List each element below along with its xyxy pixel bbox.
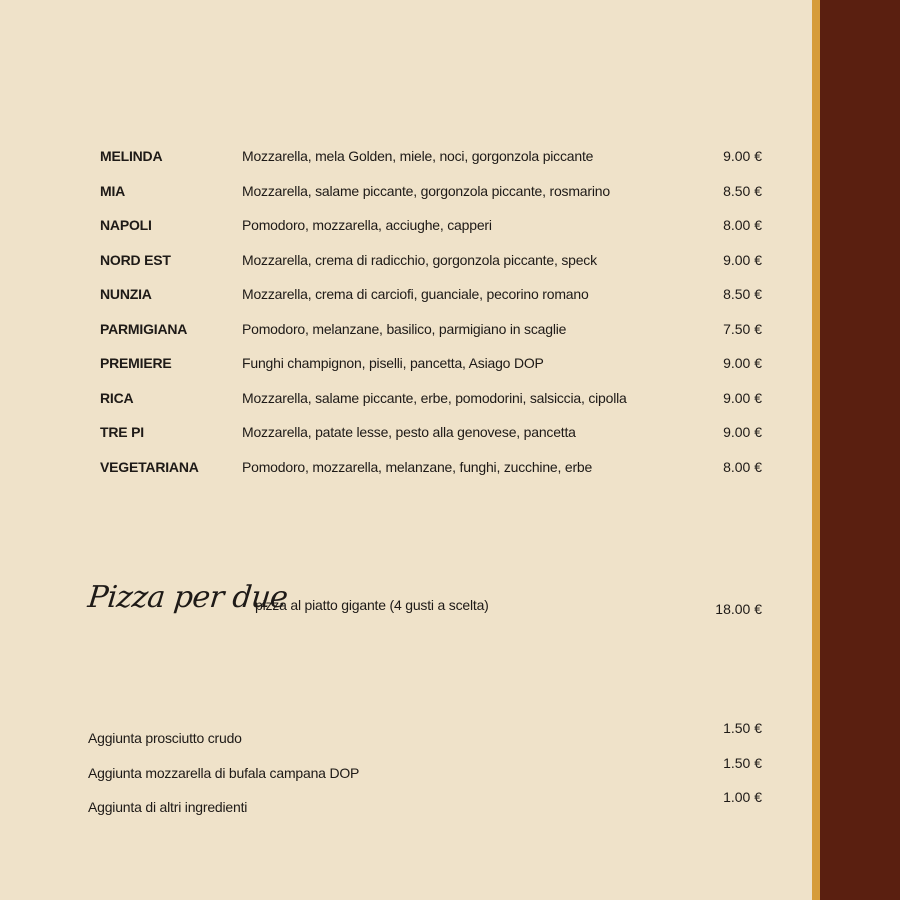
item-name: NORD EST [100,251,171,268]
menu-item [100,181,762,216]
extra-price-bufala: 1.50 € [723,755,762,771]
item-description: Mozzarella, crema di radicchio, gorgonzola piccante, speck [242,251,597,268]
extra-label-prosciutto: Aggiunta prosciutto crudo [88,730,242,746]
pizza-list [100,146,762,491]
item-price: 8.00 € [723,217,762,233]
item-price: 9.00 € [723,355,762,371]
special-title: Pizza per due [86,580,290,615]
item-name: NAPOLI [100,217,152,233]
menu-item [100,422,762,457]
item-price: 8.00 € [723,458,762,475]
menu-item [100,250,762,285]
extras-section [88,720,762,830]
extra-price-altri: 1.00 € [723,789,762,805]
extra-price-prosciutto: 1.50 € [723,720,762,736]
item-description: Mozzarella, crema di carciofi, guanciale, pecorino romano [242,286,589,302]
item-price: 9.00 € [723,148,762,164]
item-name: MELINDA [100,148,163,164]
item-description: Pomodoro, mozzarella, acciughe, capperi [242,217,492,233]
menu-item [100,284,762,319]
menu-item [100,146,762,181]
item-price: 9.00 € [723,251,762,268]
special-description: pizza al piatto gigante (4 gusti a scelta) [255,597,489,613]
special-price: 18.00 € [715,601,762,617]
item-description: Mozzarella, mela Golden, miele, noci, gorgonzola piccante [242,148,594,164]
menu-item [100,319,762,354]
extra-label-bufala: Aggiunta mozzarella di bufala campana DOP [88,765,360,781]
pizza-per-due-section [88,580,762,630]
item-price: 7.50 € [723,320,762,337]
item-price: 8.50 € [723,286,762,302]
item-description: Pomodoro, melanzane, basilico, parmigiano in scaglie [242,320,567,337]
item-description: Mozzarella, patate lesse, pesto alla genovese, pancetta [242,424,576,440]
item-name: VEGETARIANA [100,458,199,475]
item-name: MIA [100,182,126,199]
menu-item [100,215,762,250]
item-name: NUNZIA [100,286,152,302]
item-price: 9.00 € [723,389,762,406]
item-name: TRE PI [100,424,144,440]
item-description: Pomodoro, mozzarella, melanzane, funghi, zucchine, erbe [242,458,593,475]
menu-item [100,457,762,492]
item-description: Mozzarella, salame piccante, gorgonzola piccante, rosmarino [242,182,610,199]
menu-item [100,353,762,388]
item-description: Mozzarella, salame piccante, erbe, pomodorini, salsiccia, cipolla [242,389,627,406]
item-name: PREMIERE [100,355,172,371]
menu-item [100,388,762,423]
gold-accent-stripe [812,0,820,900]
item-name: RICA [100,389,134,406]
extra-label-altri: Aggiunta di altri ingredienti [88,799,248,815]
item-name: PARMIGIANA [100,320,188,337]
item-price: 9.00 € [723,424,762,440]
brown-side-band [820,0,900,900]
item-description: Funghi champignon, piselli, pancetta, Asiago DOP [242,355,544,371]
item-price: 8.50 € [723,182,762,199]
